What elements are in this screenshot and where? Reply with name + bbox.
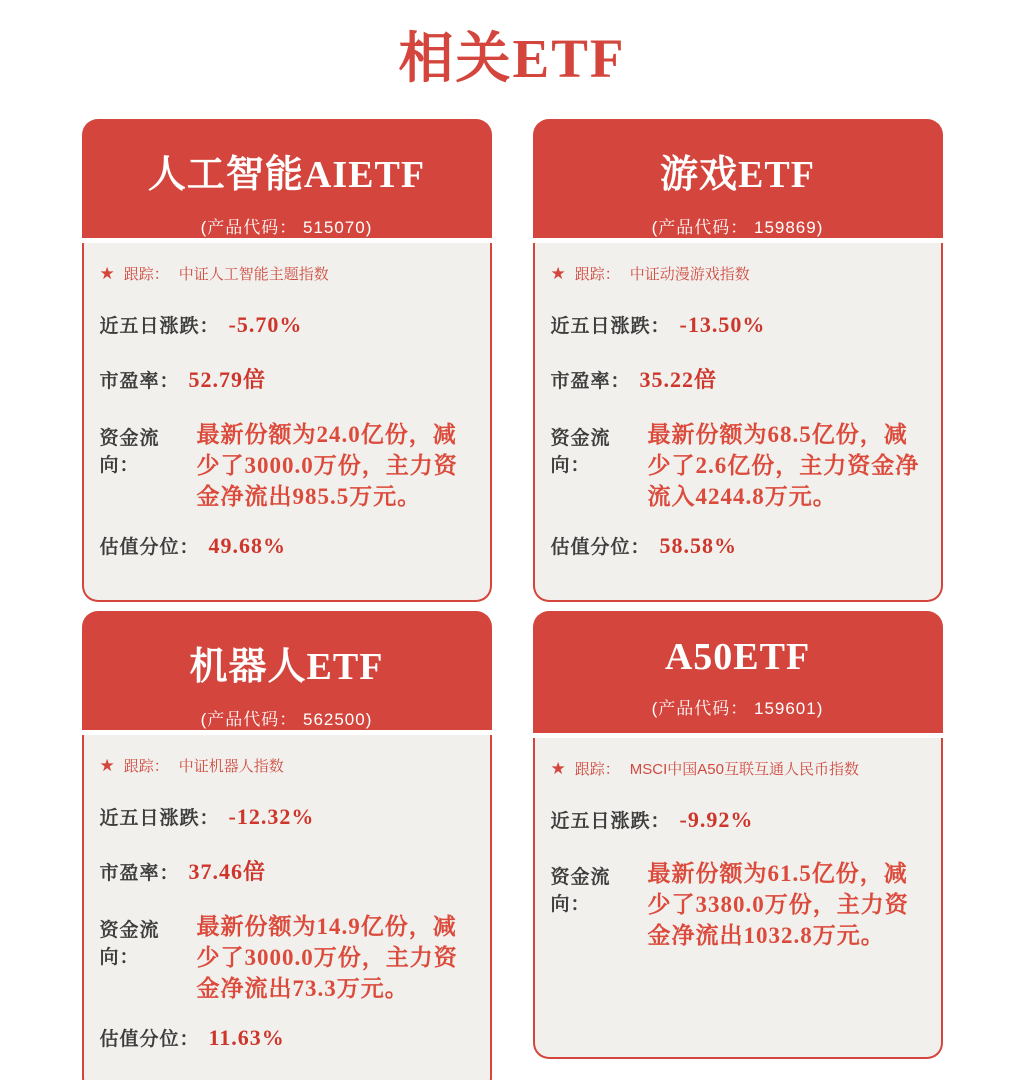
card-header (533, 119, 943, 238)
card-product-code: (产品代码： 159869) (651, 218, 824, 237)
valuation-value: 11.63% (208, 1025, 285, 1050)
page-title: 相关ETF (398, 28, 626, 89)
track-index: 中证动漫游戏指数 (629, 266, 750, 283)
fund-flow-row (100, 911, 474, 1004)
pe-ratio-row (100, 855, 474, 886)
fund-flow-row (100, 419, 474, 512)
valuation-row (100, 1024, 474, 1051)
track-row (100, 263, 474, 284)
track-label: 跟踪： (123, 266, 169, 283)
five-day-change-label: 近五日涨跌： (99, 316, 220, 337)
fund-flow-row (551, 419, 925, 512)
star-icon: ★ (99, 263, 115, 283)
valuation-row (100, 532, 474, 559)
pe-ratio-row (551, 363, 925, 394)
valuation-label: 估值分位： (550, 537, 651, 558)
five-day-change-value: -9.92% (679, 807, 754, 832)
five-day-change-value: -5.70% (228, 312, 303, 337)
track-row (551, 758, 925, 779)
five-day-change-label: 近五日涨跌： (550, 316, 671, 337)
track-index: 中证人工智能主题指数 (178, 266, 329, 283)
fund-flow-label: 资金流向： (99, 920, 160, 968)
fund-flow-value: 最新份额为68.5亿份，减少了2.6亿份，主力资金净流入4244.8万元。 (647, 422, 920, 509)
pe-ratio-value: 37.46倍 (188, 859, 267, 884)
track-row (100, 755, 474, 776)
fund-flow-value: 最新份额为24.0亿份，减少了3000.0万份，主力资金净流出985.5万元。 (196, 422, 458, 509)
fund-flow-label: 资金流向： (550, 867, 611, 915)
valuation-label: 估值分位： (99, 1029, 200, 1050)
card-body (533, 738, 943, 1059)
valuation-row (551, 532, 925, 559)
pe-ratio-label: 市盈率： (550, 371, 631, 392)
card-title: 机器人ETF (189, 646, 384, 688)
card-header (82, 611, 492, 730)
etf-card-robot (82, 611, 492, 1059)
track-label: 跟踪： (574, 761, 620, 778)
fund-flow-label: 资金流向： (99, 428, 160, 476)
star-icon: ★ (550, 758, 566, 778)
pe-ratio-value: 52.79倍 (188, 367, 267, 392)
card-header (82, 119, 492, 238)
track-label: 跟踪： (574, 266, 620, 283)
star-icon: ★ (550, 263, 566, 283)
valuation-value: 58.58% (659, 533, 738, 558)
card-title: 游戏ETF (660, 154, 815, 196)
track-row (551, 263, 925, 284)
card-header (533, 611, 943, 733)
five-day-change-row (100, 803, 474, 830)
card-product-code: (产品代码： 515070) (200, 218, 373, 237)
five-day-change-value: -12.32% (228, 804, 315, 829)
five-day-change-row (551, 311, 925, 338)
track-label: 跟踪： (123, 758, 169, 775)
five-day-change-label: 近五日涨跌： (550, 811, 671, 832)
etf-cards-grid (0, 119, 1024, 1059)
etf-card-ai (82, 119, 492, 567)
pe-ratio-label: 市盈率： (99, 371, 180, 392)
card-product-code: (产品代码： 159601) (651, 699, 824, 718)
card-body (82, 735, 492, 1080)
star-icon: ★ (99, 755, 115, 775)
pe-ratio-value: 35.22倍 (639, 367, 718, 392)
fund-flow-value: 最新份额为61.5亿份，减少了3380.0万份，主力资金净流出1032.8万元。 (647, 861, 909, 948)
card-body (82, 243, 492, 602)
valuation-label: 估值分位： (99, 537, 200, 558)
card-product-code: (产品代码： 562500) (200, 710, 373, 729)
etf-card-a50 (533, 611, 943, 1059)
five-day-change-label: 近五日涨跌： (99, 808, 220, 829)
track-index: 中证机器人指数 (178, 758, 284, 775)
five-day-change-value: -13.50% (679, 312, 766, 337)
etf-card-game (533, 119, 943, 567)
fund-flow-label: 资金流向： (550, 428, 611, 476)
track-index: MSCI中国A50互联互通人民币指数 (629, 761, 859, 778)
fund-flow-value: 最新份额为14.9亿份，减少了3000.0万份，主力资金净流出73.3万元。 (196, 914, 458, 1001)
valuation-value: 49.68% (208, 533, 287, 558)
card-title: A50ETF (664, 636, 811, 678)
five-day-change-row (551, 806, 925, 833)
card-body (533, 243, 943, 602)
card-title: 人工智能AIETF (147, 154, 426, 196)
five-day-change-row (100, 311, 474, 338)
pe-ratio-label: 市盈率： (99, 863, 180, 884)
fund-flow-row (551, 858, 925, 951)
pe-ratio-row (100, 363, 474, 394)
